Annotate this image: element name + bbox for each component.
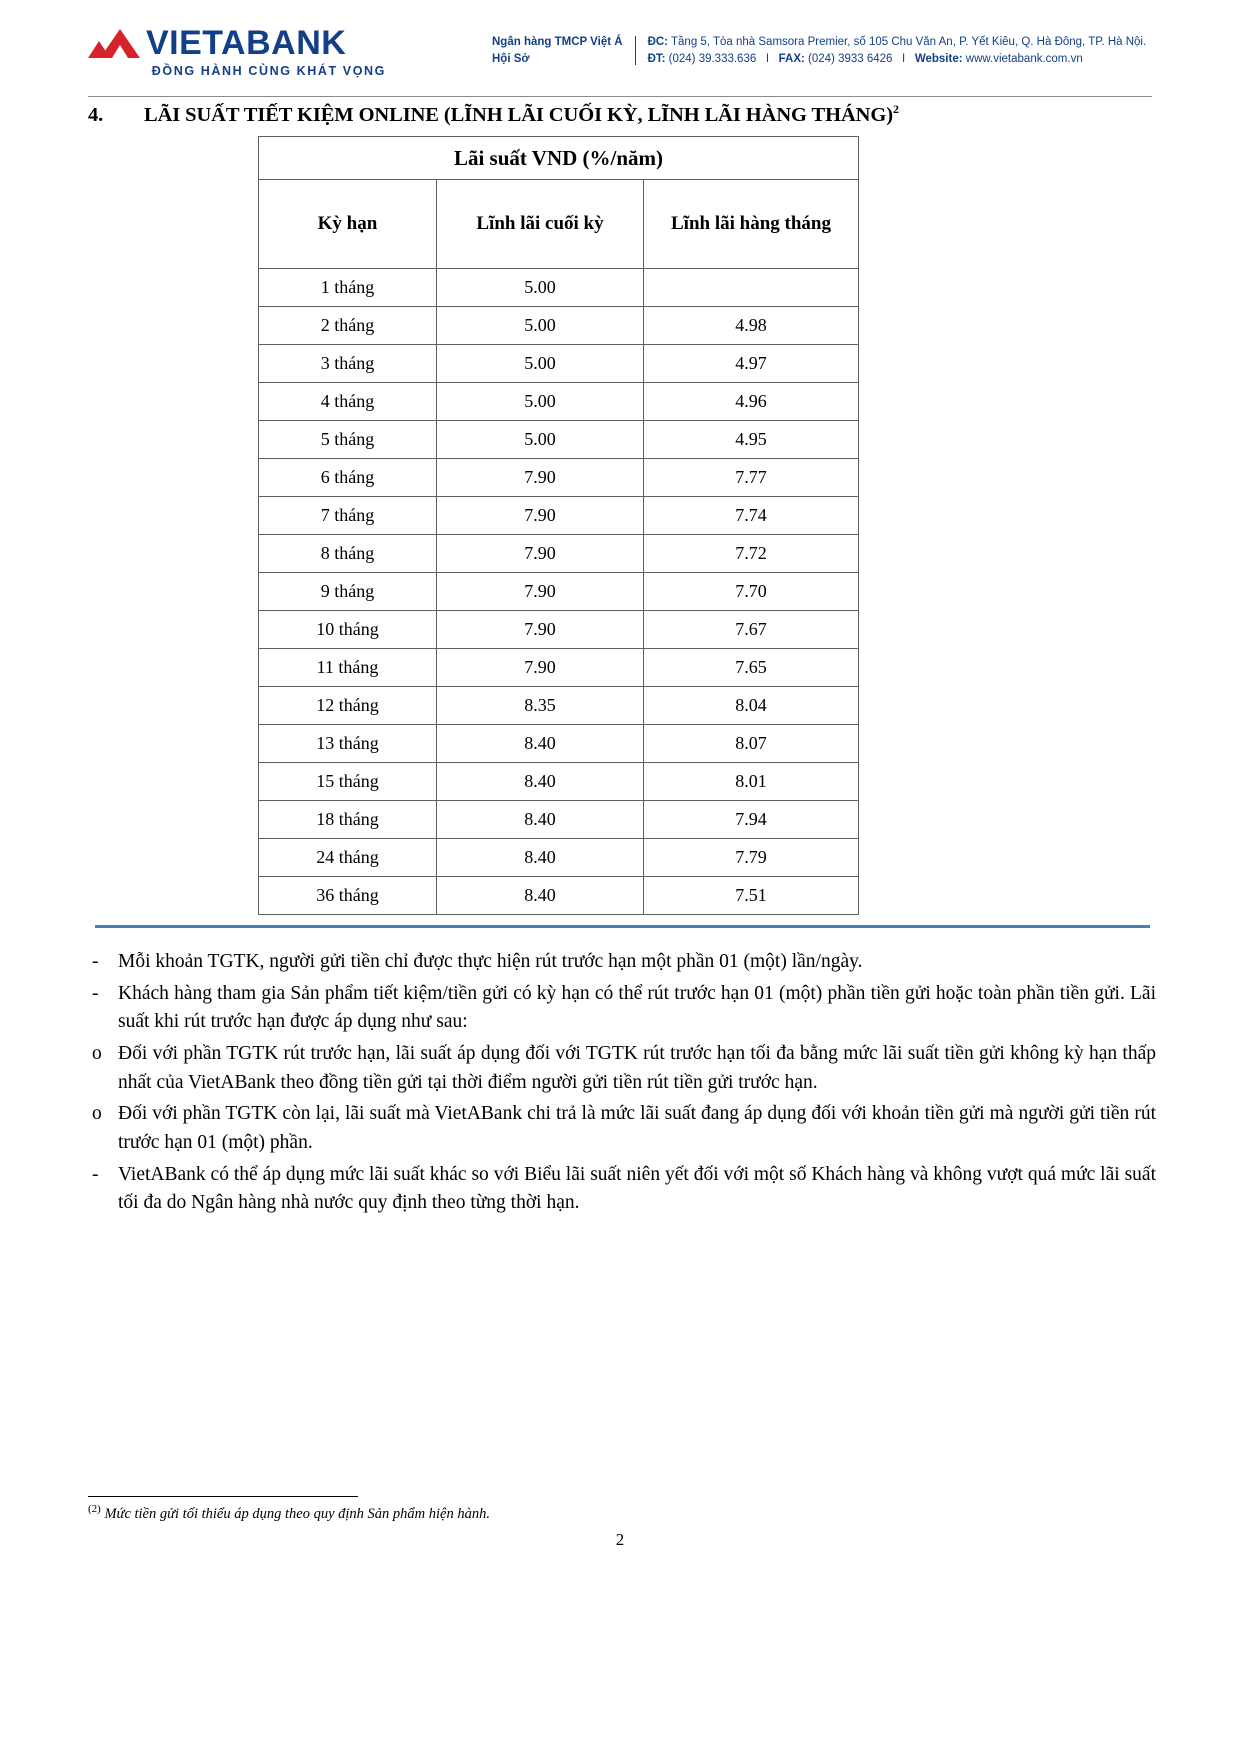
cell-term: 4 tháng <box>259 383 437 421</box>
note-text: Đối với phần TGTK còn lại, lãi suất mà VietABank chi trả là mức lãi suất đang áp dụng đối với khoản tiền gửi mà người gửi tiền rút trước hạn 01 (một) phần. <box>118 1103 1156 1153</box>
cell-term: 7 tháng <box>259 497 437 535</box>
column-header-end-of-term: Lĩnh lãi cuối kỳ <box>437 180 644 269</box>
section-heading <box>88 102 1170 127</box>
column-header-term: Kỳ hạn <box>259 180 437 269</box>
table-row <box>259 573 859 611</box>
note-bullet-marker: o <box>92 1103 102 1125</box>
cell-monthly: 7.67 <box>644 611 859 649</box>
logo-wordmark: VIETABANK <box>146 24 347 62</box>
note-text: Đối với phần TGTK rút trước hạn, lãi suất áp dụng đối với TGTK rút trước hạn tối đa bằng mức lãi suất tiền gửi không kỳ hạn thấp nhất của VietABank theo đồng tiền gửi tại thời điểm người gửi tiền rút tiền gửi trước hạn. <box>118 1042 1156 1093</box>
cell-monthly: 7.72 <box>644 535 859 573</box>
table-row <box>259 269 859 307</box>
cell-term: 3 tháng <box>259 345 437 383</box>
note-item <box>88 948 1156 977</box>
cell-monthly: 7.79 <box>644 839 859 877</box>
table-head <box>259 137 859 269</box>
cell-monthly: 8.04 <box>644 687 859 725</box>
cell-end-of-term: 8.35 <box>437 687 644 725</box>
section-number: 4. <box>88 103 104 126</box>
cell-term: 8 tháng <box>259 535 437 573</box>
cell-end-of-term: 5.00 <box>437 269 644 307</box>
section-footnote-marker: 2 <box>892 102 899 116</box>
vietabank-logo <box>88 22 388 78</box>
website-value[interactable]: www.vietabank.com.vn <box>962 52 1083 65</box>
logo-tagline: ĐỒNG HÀNH CÙNG KHÁT VỌNG <box>151 64 386 78</box>
note-item <box>88 1161 1156 1218</box>
cell-monthly: 7.70 <box>644 573 859 611</box>
cell-term: 11 tháng <box>259 649 437 687</box>
cell-monthly: 4.98 <box>644 307 859 345</box>
cell-term: 2 tháng <box>259 307 437 345</box>
cell-monthly: 8.07 <box>644 725 859 763</box>
table-row <box>259 687 859 725</box>
cell-monthly <box>644 269 859 307</box>
interest-rate-table <box>258 136 859 915</box>
document-header <box>88 22 1180 84</box>
header-horizontal-rule <box>88 96 1152 97</box>
sep-2: I <box>902 52 906 65</box>
header-bank-name-line2: Hội Sở <box>492 52 530 65</box>
header-contact-block <box>492 22 1146 67</box>
note-text: VietABank có thể áp dụng mức lãi suất khác so với Biểu lãi suất niên yết đối với một số Khách hàng và không vượt quá mức lãi suất tối đa do Ngân hàng nhà nước quy định theo từng thời hạn. <box>118 1163 1156 1214</box>
note-text: Khách hàng tham gia Sản phẩm tiết kiệm/tiền gửi có kỳ hạn có thể rút trước hạn 01 (một) phần tiền gửi hoặc toàn phần tiền gửi. Lãi suất khi rút trước hạn được áp dụng như sau: <box>118 982 1156 1033</box>
cell-term: 6 tháng <box>259 459 437 497</box>
header-contact-lines <box>648 34 1147 67</box>
table-row <box>259 877 859 915</box>
table-body <box>259 269 859 915</box>
cell-end-of-term: 7.90 <box>437 497 644 535</box>
table-row <box>259 307 859 345</box>
cell-end-of-term: 5.00 <box>437 383 644 421</box>
table-row <box>259 535 859 573</box>
column-header-monthly: Lĩnh lãi hàng tháng <box>644 180 859 269</box>
cell-term: 1 tháng <box>259 269 437 307</box>
cell-monthly: 4.95 <box>644 421 859 459</box>
address-value: Tầng 5, Tòa nhà Samsora Premier, số 105 Chu Văn An, P. Yết Kiêu, Q. Hà Đông, TP. Hà Nội. <box>668 36 1147 48</box>
cell-end-of-term: 7.90 <box>437 649 644 687</box>
fax-label: FAX: <box>778 52 805 65</box>
cell-term: 13 tháng <box>259 725 437 763</box>
table-row <box>259 383 859 421</box>
cell-end-of-term: 5.00 <box>437 307 644 345</box>
cell-end-of-term: 7.90 <box>437 535 644 573</box>
footnote-text: Mức tiền gửi tối thiểu áp dụng theo quy định Sản phẩm hiện hành. <box>100 1505 490 1522</box>
note-text: Mỗi khoản TGTK, người gửi tiền chỉ được thực hiện rút trước hạn một phần 01 (một) lần/ngày. <box>118 951 863 972</box>
notes-list <box>88 948 1156 1221</box>
table-header-row <box>259 180 859 269</box>
table-row <box>259 497 859 535</box>
cell-term: 15 tháng <box>259 763 437 801</box>
header-vertical-divider <box>635 36 636 65</box>
cell-end-of-term: 8.40 <box>437 877 644 915</box>
cell-end-of-term: 8.40 <box>437 801 644 839</box>
table-row <box>259 649 859 687</box>
blue-separator-rule <box>95 925 1150 928</box>
note-item <box>88 1040 1156 1097</box>
cell-end-of-term: 7.90 <box>437 459 644 497</box>
cell-end-of-term: 5.00 <box>437 345 644 383</box>
cell-monthly: 4.96 <box>644 383 859 421</box>
cell-monthly: 7.65 <box>644 649 859 687</box>
cell-end-of-term: 5.00 <box>437 421 644 459</box>
table-row <box>259 725 859 763</box>
cell-term: 24 tháng <box>259 839 437 877</box>
cell-monthly: 7.51 <box>644 877 859 915</box>
phone-value: (024) 39.333.636 <box>665 52 757 65</box>
cell-end-of-term: 7.90 <box>437 573 644 611</box>
section-title-label: LÃI SUẤT TIẾT KIỆM ONLINE (LĨNH LÃI CUỐI KỲ, LĨNH LÃI HÀNG THÁNG) <box>144 103 893 126</box>
interest-rate-table-wrapper <box>258 136 858 915</box>
cell-monthly: 4.97 <box>644 345 859 383</box>
footnote <box>88 1503 788 1523</box>
sep-1: I <box>765 52 770 65</box>
website-label: Website: <box>914 52 963 65</box>
cell-term: 18 tháng <box>259 801 437 839</box>
table-row <box>259 763 859 801</box>
table-row <box>259 345 859 383</box>
cell-term: 12 tháng <box>259 687 437 725</box>
header-phone-line <box>648 51 1147 68</box>
mountain-triangle-logo-icon <box>88 28 140 58</box>
footnote-marker: (2) <box>88 1503 101 1515</box>
table-row <box>259 801 859 839</box>
address-label: ĐC: <box>647 36 669 48</box>
cell-term: 10 tháng <box>259 611 437 649</box>
cell-term: 9 tháng <box>259 573 437 611</box>
note-item <box>88 1100 1156 1157</box>
fax-value: (024) 3933 6426 <box>804 52 893 65</box>
note-bullet-marker: - <box>92 982 99 1004</box>
cell-monthly: 8.01 <box>644 763 859 801</box>
table-row <box>259 611 859 649</box>
note-bullet-marker: o <box>92 1042 102 1064</box>
cell-end-of-term: 8.40 <box>437 763 644 801</box>
cell-term: 5 tháng <box>259 421 437 459</box>
section-title-text <box>144 102 899 127</box>
table-row <box>259 421 859 459</box>
header-bank-name-line1: Ngân hàng TMCP Việt Á <box>492 36 623 48</box>
cell-term: 36 tháng <box>259 877 437 915</box>
note-bullet-marker: - <box>92 1163 99 1185</box>
table-title: Lãi suất VND (%/năm) <box>259 137 859 180</box>
footnote-separator-rule <box>88 1496 358 1497</box>
page-number: 2 <box>615 1530 625 1549</box>
cell-monthly: 7.74 <box>644 497 859 535</box>
cell-end-of-term: 8.40 <box>437 725 644 763</box>
table-row <box>259 839 859 877</box>
header-bank-name <box>492 34 635 67</box>
table-title-row <box>259 137 859 180</box>
cell-monthly: 7.94 <box>644 801 859 839</box>
cell-end-of-term: 7.90 <box>437 611 644 649</box>
cell-end-of-term: 8.40 <box>437 839 644 877</box>
table-row <box>259 459 859 497</box>
header-address-line <box>648 34 1147 51</box>
note-bullet-marker: - <box>92 951 99 972</box>
phone-label: ĐT: <box>647 52 666 65</box>
note-item <box>88 980 1156 1037</box>
cell-monthly: 7.77 <box>644 459 859 497</box>
